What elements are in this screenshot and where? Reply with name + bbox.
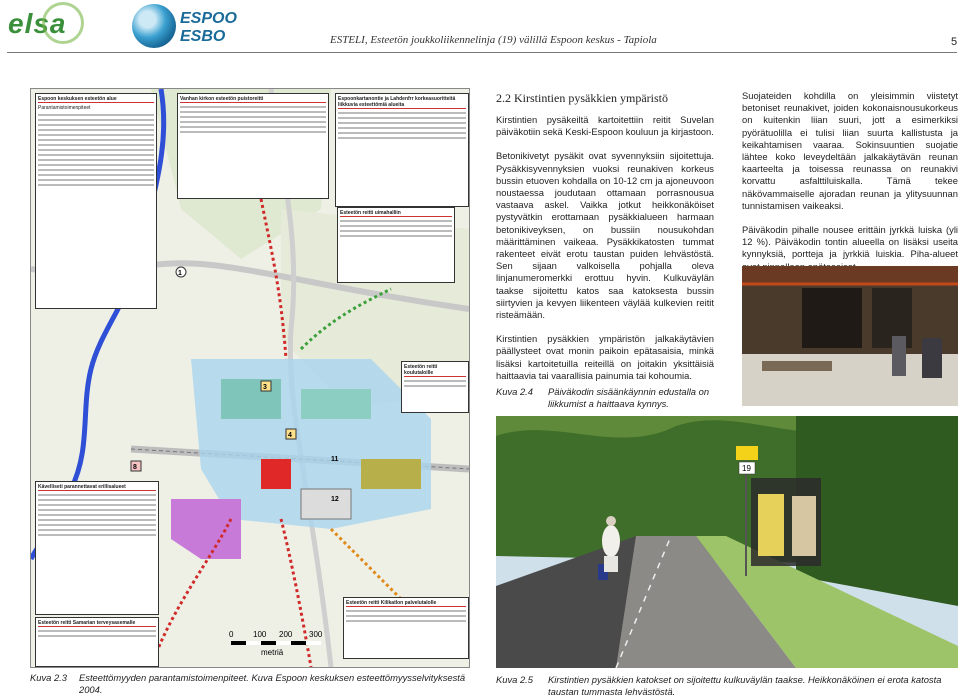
paragraph-ramp: Päiväkodin pihalle nousee erittäin jyrkkä luiska (yli 12 %). Päiväkodin tontin alueella on lisäksi useita kynnyksiä, portteja ja jyrkkiä luiskia. Piha-alueet xyxy=(742,224,958,260)
legend-service-heading: Esteetön reitti Kilikatlon palvelutalolle xyxy=(346,600,466,607)
photo-busstop-drawing xyxy=(496,416,958,668)
svg-text:12: 12 xyxy=(331,496,339,503)
header-title: ESTELI, Esteetön joukkoliikennelinja (19) välillä Espoon keskus - Tapiola xyxy=(330,34,657,46)
map-marker-4 xyxy=(286,429,296,439)
legend-center-heading: Espoon keskuksen esteetön alue xyxy=(38,96,154,103)
map-marker-8 xyxy=(131,461,141,471)
paragraph-crossings: Suojateiden kohdilla on yleisimmin viistetyt betoniset reunakivet, joiden kokonaisnousukorkeus on kuitenkin liian suuri, jott a esimerkiksi pyörätuolilla ei tulisi liian suurta kallistusta ja keikahtamisen vaaraa. Sokinsuuntien suojatie lähtee koko leveydeltään jalkakäytävän reunan kaarteelta ja toisessa reunassa on reunakivi korvattu asfalttiluiskalla. Tämä tekee näkövammaiselle ajoradan reunan ja ylitysuunnan tunnistamisen vaikeaksi. xyxy=(742,90,958,211)
svg-text:4: 4 xyxy=(288,432,292,439)
legend-espoonkartanontie xyxy=(335,93,469,207)
svg-text:11: 11 xyxy=(331,456,339,463)
scale-label-200: 200 xyxy=(279,630,293,639)
elsa-logo-ring xyxy=(42,2,84,44)
map-marker-1 xyxy=(176,267,186,277)
right-text-column xyxy=(742,90,958,285)
caption-23-label: Kuva 2.3 xyxy=(30,672,68,683)
legend-health-station xyxy=(35,617,159,667)
espoo-logo-line1: ESPOO xyxy=(180,10,237,27)
caption-23-text: Esteettömyyden parantamistoimenpiteet. Kuva Espoon keskuksen esteettömyysselvityksestä 2004. xyxy=(79,672,466,695)
legend-park-route xyxy=(177,93,329,199)
legend-park-heading: Vanhan kirkon esteetön puistoreitti xyxy=(180,96,326,103)
espoo-swirl-icon xyxy=(132,4,176,48)
caption-24-label: Kuva 2.4 xyxy=(496,386,534,397)
paragraph-sidewalks: Kirstintien pysäkkien ympäristön jalkakäytävien päällysteet ovat monin paikoin epätasaisia, minkä lisäksi kartoitetuilla reiteillä on joitakin yksittäisiä haittaavia tai vaarallisia painumia tai kohoumia. xyxy=(496,333,714,381)
caption-25-label: Kuva 2.5 xyxy=(496,674,534,685)
paragraph-stops: Betonikivetyt pysäkit ovat syvennyksiin sijoitettuja. Pysäkkisyvennyksien vuoksi reunakiven korkeus bussin etuoven kohdalla on 10-12 cm ja ajoneuvoon noustaessa joudutaan ottamaan porrasnousua vastaava askel. Vaikka jotkut heikkonäköiset pystyvätkin erottamaan pysäkkialueen harmaan betonikiveyksen, on bussiin nousukohdan määrittäminen vaikeaa. Pysäkkikatosten tummat rakenteet eivät erotu taustan puiden lehvästöstä. Sen sijaan valkoisella pohjalla oleva linjanumeromerkki erottuu hyvin. Kulkuväylän taakse sijoitettu katos saa katoksesta bussin siirtyvien ja kevyen liikenteen väylää kulkevien reitit risteämään. xyxy=(496,150,714,321)
legend-walking-areas xyxy=(35,481,159,615)
building-block-2 xyxy=(301,389,371,419)
scale-unit: metriä xyxy=(261,648,284,657)
espoo-logo xyxy=(132,4,237,50)
svg-text:3: 3 xyxy=(263,384,267,391)
building-block-1 xyxy=(221,379,281,419)
photo-daycare-drawing xyxy=(742,266,958,406)
building-block-red xyxy=(261,459,291,489)
legend-service-house xyxy=(343,597,469,659)
map-marker-3 xyxy=(261,381,271,391)
legend-center-area xyxy=(35,93,157,309)
elsa-logo xyxy=(8,8,67,40)
accessibility-map xyxy=(30,88,470,668)
caption-24-text: Päiväkodin sisäänkäynnin edustalla on liikkumist a haittaava kynnys. xyxy=(548,386,710,409)
legend-swimming-hall-heading: Esteetön reitti uimahalliin xyxy=(340,210,452,217)
map-marker-11 xyxy=(331,456,339,463)
elsa-logo-text: elsa xyxy=(8,8,67,39)
caption-25-text: Kirstintien pysäkkien katokset on sijoitettu kulkuväylän taakse. Heikkonäköinen ei erota katosta taustan tummasta lehvästöstä. xyxy=(548,674,942,697)
section-title: 2.2 Kirstintien pysäkkien ympäristö xyxy=(496,91,668,105)
scale-label-100: 100 xyxy=(253,630,267,639)
middle-text-column xyxy=(496,114,714,394)
legend-schools-heading: Esteetön reitti koulutaloille xyxy=(404,364,466,377)
photo-bus-stop xyxy=(496,416,958,668)
scale-bar xyxy=(231,641,321,645)
page-number: 5 xyxy=(951,36,958,48)
scale-label-0: 0 xyxy=(229,630,234,639)
legend-health-heading: Esteetön reitti Samarian terveysasemalle xyxy=(38,620,156,627)
legend-schools xyxy=(401,361,469,413)
legend-swimming-hall xyxy=(337,207,455,283)
legend-walking-heading: Kävelliseti parannettavat erillisalueet xyxy=(38,484,156,491)
header-rule xyxy=(7,52,957,53)
legend-espoonkartanontie-heading: Espoonkartanontie ja Lahdenfrr korkeasuoritteitä liikkuvia esteettömiä alueita xyxy=(338,96,466,109)
paragraph-intro: Kirstintien pysäkeiltä kartoitettiin reitit Suvelan päiväkotiin sekä Keski-Espoon kouluun ja kirjastoon. xyxy=(496,114,714,138)
svg-text:8: 8 xyxy=(133,464,137,471)
stop-number-sign: 19 xyxy=(742,464,751,473)
map-marker-12 xyxy=(331,496,339,503)
building-block-olive xyxy=(361,459,421,489)
grey-block xyxy=(301,489,351,519)
legend-center-subheading: Parantamistoimenpiteet xyxy=(38,105,91,111)
svg-text:1: 1 xyxy=(178,270,182,277)
espoo-logo-line2: ESBO xyxy=(180,28,226,45)
scale-label-300: 300 xyxy=(309,630,323,639)
photo-daycare-entrance xyxy=(742,266,958,406)
